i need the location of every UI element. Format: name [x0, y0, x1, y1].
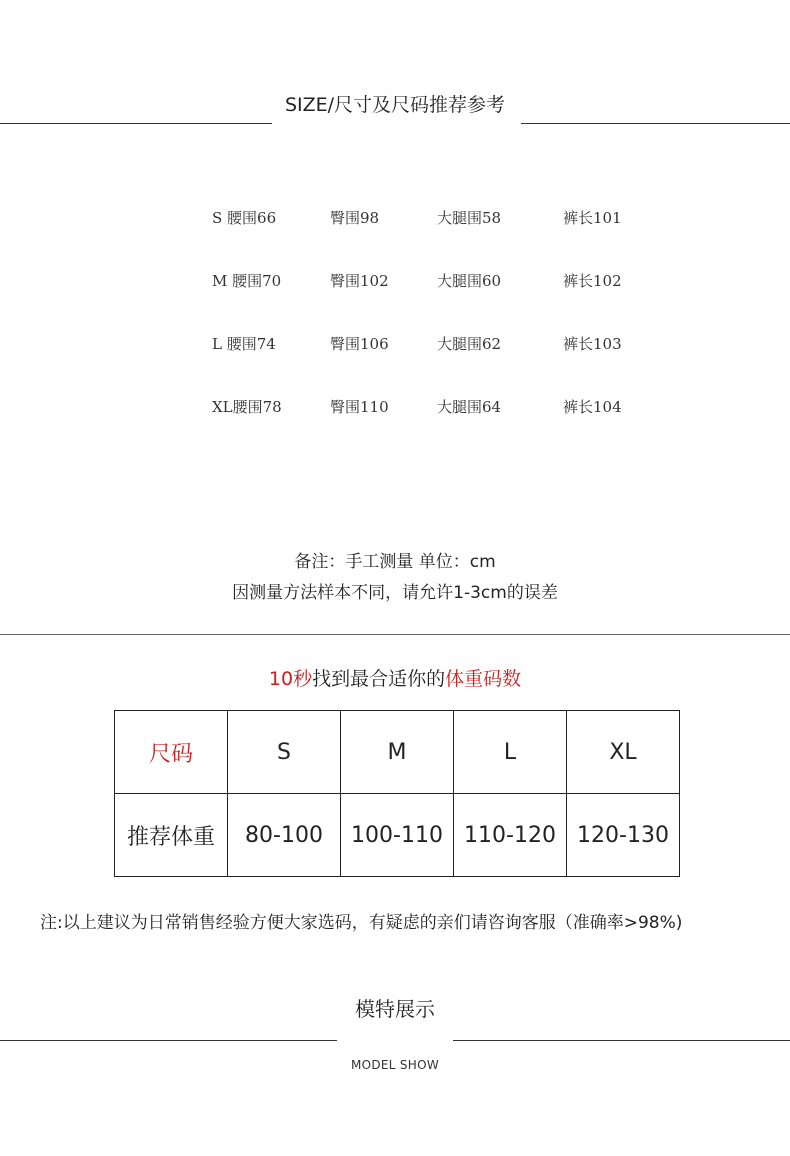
section-divider	[0, 634, 790, 635]
table-header-weight-label: 推荐体重	[115, 794, 228, 877]
size-cell: 裤长101	[563, 209, 622, 227]
title-highlight-2: 体重码数	[445, 668, 522, 690]
size-cell: 裤长103	[563, 335, 622, 353]
page-title: SIZE/尺寸及尺码推荐参考	[284, 94, 506, 116]
weight-section-title	[0, 664, 790, 691]
title-highlight-1: 10秒	[268, 668, 313, 690]
table-header-size-label: 尺码	[115, 711, 228, 794]
header-rule-left	[0, 123, 272, 124]
size-cell: 臀围106	[330, 335, 389, 353]
size-cell: L 腰围74	[212, 335, 276, 353]
table-row	[115, 794, 680, 877]
size-cell: 臀围98	[330, 209, 380, 227]
size-cell: 大腿围62	[437, 335, 502, 353]
table-cell-weight: 120-130	[567, 794, 680, 877]
table-row	[115, 711, 680, 794]
table-cell-size: S	[228, 711, 341, 794]
size-cell: 裤长102	[563, 272, 622, 290]
title-middle: 找到最合适你的	[312, 668, 446, 690]
table-cell-weight: 80-100	[228, 794, 341, 877]
size-row-l	[212, 333, 672, 396]
size-cell: 大腿围58	[437, 209, 502, 227]
table-cell-weight: 100-110	[341, 794, 454, 877]
size-cell: S 腰围66	[212, 209, 277, 227]
size-cell: 臀围110	[330, 398, 389, 416]
model-rule-left	[0, 1040, 337, 1041]
size-chart	[212, 207, 672, 459]
header-rule-right	[521, 123, 790, 124]
model-section-subtitle: MODEL SHOW	[350, 1058, 440, 1072]
size-cell: M 腰围70	[212, 272, 282, 290]
note-line-1: 备注：手工测量 单位：cm	[294, 552, 496, 572]
model-section-title: 模特展示	[355, 997, 435, 1021]
model-rule-right	[453, 1040, 790, 1041]
size-cell: 臀围102	[330, 272, 389, 290]
size-row-s	[212, 207, 672, 270]
size-cell: 大腿围60	[437, 272, 502, 290]
size-row-m	[212, 270, 672, 333]
table-cell-size: M	[341, 711, 454, 794]
table-cell-size: L	[454, 711, 567, 794]
table-cell-size: XL	[567, 711, 680, 794]
size-cell: 裤长104	[563, 398, 622, 416]
size-cell: 大腿围64	[437, 398, 502, 416]
size-cell: XL腰围78	[212, 398, 282, 416]
weight-table	[114, 710, 680, 877]
note-line-2: 因测量方法样本不同，请允许1-3cm的误差	[232, 583, 558, 603]
disclaimer-text: 注:以上建议为日常销售经验方便大家选码，有疑虑的亲们请咨询客服（准确率>98%)	[40, 913, 683, 933]
size-row-xl	[212, 396, 672, 459]
table-cell-weight: 110-120	[454, 794, 567, 877]
